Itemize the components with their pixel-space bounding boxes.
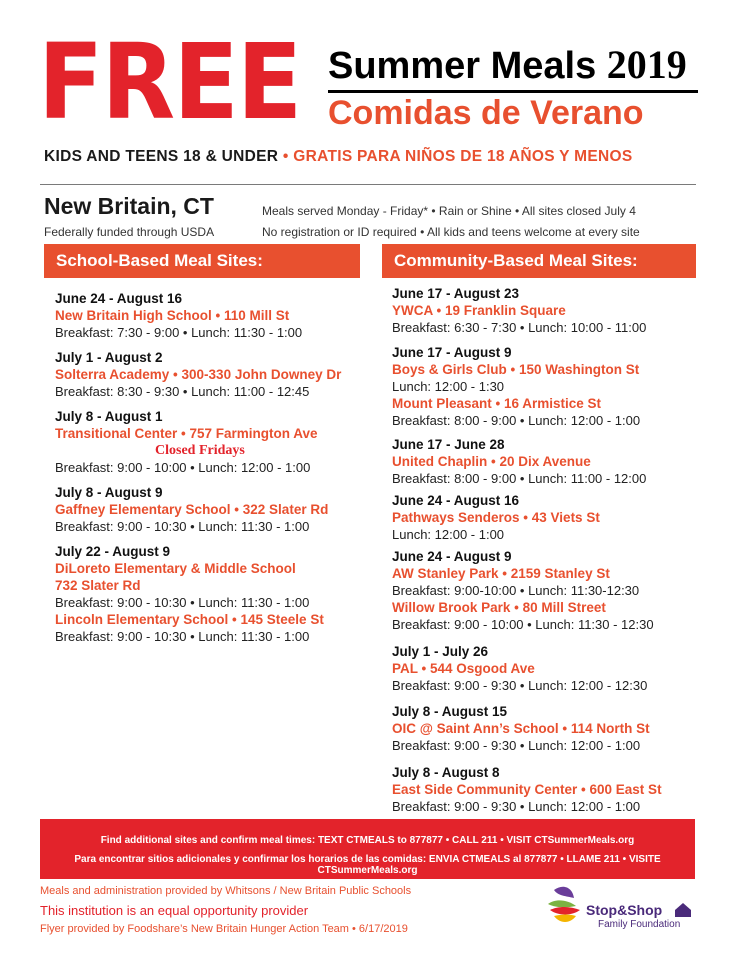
info-line-1: Meals served Monday - Friday* • Rain or Shine • All sites closed July 4	[262, 204, 636, 218]
tagline-separator: •	[278, 148, 294, 165]
site-name: Mount Pleasant • 16 Armistice St	[392, 396, 602, 411]
site-name: OIC @ Saint Ann’s School • 114 North St	[392, 721, 650, 736]
site-hours: Lunch: 12:00 - 1:30	[392, 379, 505, 394]
summer-meals-title	[328, 42, 687, 89]
footer-spanish-line: Para encontrar sitios adicionales y confirmar los horarios de las comidas: ENVIA CTMEALS al 877877 • LLAME 211 • VISITE CTSummerMeals.org	[74, 854, 661, 876]
community-site	[392, 344, 640, 429]
site-date: July 8 - August 1	[55, 409, 163, 424]
logo-subtitle: Family Foundation	[598, 919, 681, 930]
site-hours: Breakfast: 9:00 - 10:00 • Lunch: 12:00 - 1:00	[55, 460, 311, 475]
credit-meals: Meals and administration provided by Whitsons / New Britain Public Schools	[40, 885, 412, 897]
site-name: Pathways Senderos • 43 Viets St	[392, 510, 600, 525]
site-name: Gaffney Elementary School • 322 Slater Rd	[55, 502, 329, 517]
closed-fridays-note: Closed Fridays	[155, 443, 245, 458]
comidas-title: Comidas de Verano	[328, 94, 644, 132]
site-name: East Side Community Center • 600 East St	[392, 782, 662, 797]
site-name: Lincoln Elementary School • 145 Steele St	[55, 612, 324, 627]
site-name: United Chaplin • 20 Dix Avenue	[392, 454, 591, 469]
site-hours: Breakfast: 9:00 - 9:30 • Lunch: 12:00 - 1:00	[392, 738, 641, 753]
school-site	[55, 349, 341, 400]
site-date: June 17 - August 9	[392, 345, 512, 360]
tagline-english: KIDS AND TEENS 18 & UNDER	[44, 148, 279, 165]
site-hours: Breakfast: 8:00 - 9:00 • Lunch: 11:00 - 12:00	[392, 471, 647, 486]
tagline	[44, 148, 632, 166]
logo-name: Stop&Shop	[586, 902, 663, 918]
school-site	[55, 484, 328, 535]
site-name: DiLoreto Elementary & Middle School	[55, 561, 296, 576]
site-name: Solterra Academy • 300-330 John Downey Dr	[55, 367, 342, 382]
community-sites-heading: Community-Based Meal Sites:	[382, 244, 696, 278]
site-hours: Breakfast: 9:00 - 10:30 • Lunch: 11:30 - 1:00	[55, 595, 310, 610]
site-date: June 17 - June 28	[392, 437, 505, 452]
site-hours: Breakfast: 8:00 - 9:00 • Lunch: 12:00 - 1:00	[392, 413, 641, 428]
site-date: July 22 - August 9	[55, 544, 171, 559]
site-name: New Britain High School • 110 Mill St	[55, 308, 290, 323]
community-site	[392, 643, 647, 694]
stop-and-shop-logo-icon	[546, 884, 586, 928]
school-sites-heading: School-Based Meal Sites:	[44, 244, 360, 278]
community-site	[392, 285, 646, 336]
city-name: New Britain, CT	[44, 193, 214, 219]
credit-flyer: Flyer provided by Foodshare’s New Britain Hunger Action Team • 6/17/2019	[40, 923, 408, 935]
site-address: 732 Slater Rd	[55, 578, 141, 593]
site-hours: Breakfast: 9:00 - 9:30 • Lunch: 12:00 - 1:00	[392, 799, 641, 814]
site-date: June 24 - August 16	[392, 493, 520, 508]
site-hours: Breakfast: 9:00 - 10:30 • Lunch: 11:30 - 1:00	[55, 629, 310, 644]
site-hours: Breakfast: 9:00 - 10:00 • Lunch: 11:30 - 12:30	[392, 617, 654, 632]
site-date: June 24 - August 9	[392, 549, 512, 564]
community-site	[392, 492, 600, 543]
free-title: FREE	[38, 21, 301, 143]
site-hours: Breakfast: 6:30 - 7:30 • Lunch: 10:00 - 11:00	[392, 320, 647, 335]
site-name: Boys & Girls Club • 150 Washington St	[392, 362, 640, 377]
school-site	[55, 290, 302, 341]
site-name: YWCA • 19 Franklin Square	[392, 303, 566, 318]
community-site	[392, 703, 650, 754]
site-hours: Breakfast: 9:00 - 10:30 • Lunch: 11:30 - 1:00	[55, 519, 310, 534]
site-date: June 24 - August 16	[55, 291, 183, 306]
section-divider	[40, 184, 696, 185]
site-hours: Breakfast: 9:00-10:00 • Lunch: 11:30-12:30	[392, 583, 640, 598]
house-icon	[674, 902, 692, 918]
info-line-2: No registration or ID required • All kids and teens welcome at every site	[262, 225, 640, 239]
footer-english-line: Find additional sites and confirm meal times: TEXT CTMEALS to 877877 • CALL 211 • VISIT CTSummerMeals.org	[100, 835, 635, 846]
site-name: Transitional Center • 757 Farmington Ave	[55, 426, 318, 441]
community-site	[392, 764, 662, 815]
site-name: AW Stanley Park • 2159 Stanley St	[392, 566, 610, 581]
site-hours: Lunch: 12:00 - 1:00	[392, 527, 505, 542]
site-date: July 8 - August 8	[392, 765, 500, 780]
funding-note: Federally funded through USDA	[44, 225, 215, 239]
site-date: June 17 - August 23	[392, 286, 520, 301]
footer-banner	[40, 819, 695, 879]
school-site	[55, 543, 324, 645]
site-name: PAL • 544 Osgood Ave	[392, 661, 535, 676]
site-date: July 1 - July 26	[392, 644, 489, 659]
site-name: Willow Brook Park • 80 Mill Street	[392, 600, 606, 615]
year-text: 2019	[606, 42, 687, 87]
site-date: July 8 - August 9	[55, 485, 163, 500]
site-hours: Breakfast: 7:30 - 9:00 • Lunch: 11:30 - 1:00	[55, 325, 303, 340]
summer-meals-text: Summer Meals	[328, 45, 597, 87]
tagline-spanish: GRATIS PARA NIÑOS DE 18 AÑOS Y MENOS	[293, 148, 633, 165]
site-hours: Breakfast: 8:30 - 9:30 • Lunch: 11:00 - 12:45	[55, 384, 310, 399]
site-date: July 1 - August 2	[55, 350, 163, 365]
school-site	[55, 408, 318, 476]
site-date: July 8 - August 15	[392, 704, 508, 719]
community-site	[392, 548, 654, 633]
site-hours: Breakfast: 9:00 - 9:30 • Lunch: 12:00 - 12:30	[392, 678, 648, 693]
credit-equal-opportunity: This institution is an equal opportunity provider	[40, 903, 309, 918]
community-site	[392, 436, 646, 487]
